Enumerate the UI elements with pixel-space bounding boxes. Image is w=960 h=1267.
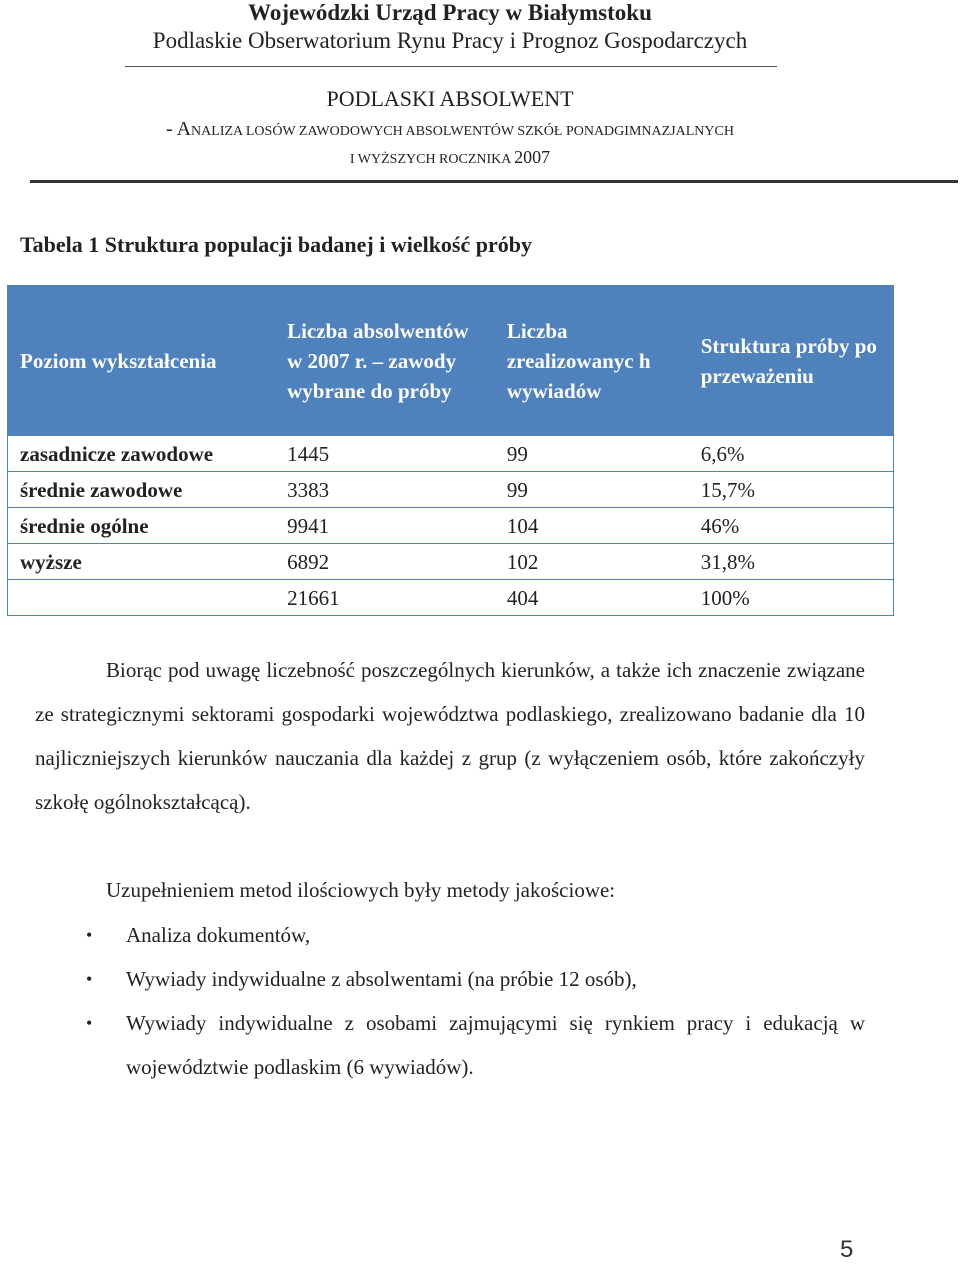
table-total-row <box>8 580 894 616</box>
list-item <box>80 957 865 1001</box>
list-item <box>80 1001 865 1089</box>
interviews-cell: 102 <box>495 544 689 580</box>
header-divider-thick <box>30 180 958 183</box>
structure-cell: 6,6% <box>689 436 894 472</box>
list-item-text: Analiza dokumentów, <box>126 923 311 947</box>
header-sample-structure: Struktura próby po przeważeniu <box>689 286 894 436</box>
subtitle-year: 2007 <box>514 147 551 167</box>
graduates-cell: 1445 <box>275 436 495 472</box>
row-label: średnie ogólne <box>8 508 276 544</box>
header-education-level: Poziom wykształcenia <box>8 286 276 436</box>
subtitle-line2-text: I WYŻSZYCH ROCZNIKA <box>349 152 515 167</box>
interviews-cell: 99 <box>495 436 689 472</box>
bullet-icon: • <box>86 925 93 945</box>
header-interviews-count: Liczba zrealizowanyc h wywiadów <box>495 286 689 436</box>
population-structure-table <box>7 285 894 616</box>
table-row <box>8 544 894 580</box>
table-header-row <box>8 286 894 436</box>
paragraph-qualitative-methods: Uzupełnieniem metod ilościowych były metody jakościowe: <box>106 878 616 902</box>
structure-cell: 46% <box>689 508 894 544</box>
structure-cell: 15,7% <box>689 472 894 508</box>
structure-total-cell: 100% <box>689 580 894 616</box>
graduates-cell: 9941 <box>275 508 495 544</box>
row-label: wyższe <box>8 544 276 580</box>
subtitle-prefix: - A <box>166 118 192 140</box>
subtitle-rest: NALIZA LOSÓW ZAWODOWYCH ABSOLWENTÓW SZKÓŁ PONADGIMNAZJALNYCH <box>191 124 734 139</box>
structure-cell: 31,8% <box>689 544 894 580</box>
table-row <box>8 472 894 508</box>
interviews-cell: 104 <box>495 508 689 544</box>
table-title: Tabela 1 Struktura populacji badanej i wielkość próby <box>20 232 532 257</box>
table-row <box>8 508 894 544</box>
paragraph-text: Biorąc pod uwagę liczebność poszczególnych kierunków, a także ich znaczenie związane ze strategicznymi sektorami gospodarki województwa podlaskiego, zrealizowano badanie dla 10 najliczniejszych kierunków nauczania dla każdej z grup (z wyłączeniem osób, które zakończyły szkołę ogólnokształcącą). <box>35 658 865 814</box>
organization-title: Wojewódzki Urząd Pracy w Białymstoku <box>248 0 652 25</box>
publication-subtitle-line1 <box>0 117 900 144</box>
publication-subtitle-line2 <box>0 145 900 172</box>
table-row <box>8 436 894 472</box>
publication-title: PODLASKI ABSOLWENT <box>326 86 574 111</box>
bullet-icon: • <box>86 969 93 989</box>
graduates-cell: 6892 <box>275 544 495 580</box>
list-item-text: Wywiady indywidualne z absolwentami (na próbie 12 osób), <box>126 967 637 991</box>
qualitative-methods-list <box>80 913 865 1089</box>
page-number: 5 <box>840 1236 854 1263</box>
list-item-text: Wywiady indywidualne z osobami zajmującymi się rynkiem pracy i edukacją w województwie podlaskim (6 wywiadów). <box>126 1011 865 1079</box>
list-item <box>80 913 865 957</box>
header-graduates-count: Liczba absolwentów w 2007 r. – zawody wybrane do próby <box>275 286 495 436</box>
row-label <box>8 580 276 616</box>
header-divider-thin <box>125 66 777 67</box>
interviews-cell: 99 <box>495 472 689 508</box>
graduates-cell: 3383 <box>275 472 495 508</box>
paragraph-sample-selection <box>35 648 865 824</box>
graduates-total-cell: 21661 <box>275 580 495 616</box>
interviews-total-cell: 404 <box>495 580 689 616</box>
row-label: średnie zawodowe <box>8 472 276 508</box>
observatory-title: Podlaskie Obserwatorium Rynu Pracy i Prognoz Gospodarczych <box>152 28 748 53</box>
bullet-icon: • <box>86 1013 93 1033</box>
row-label: zasadnicze zawodowe <box>8 436 276 472</box>
